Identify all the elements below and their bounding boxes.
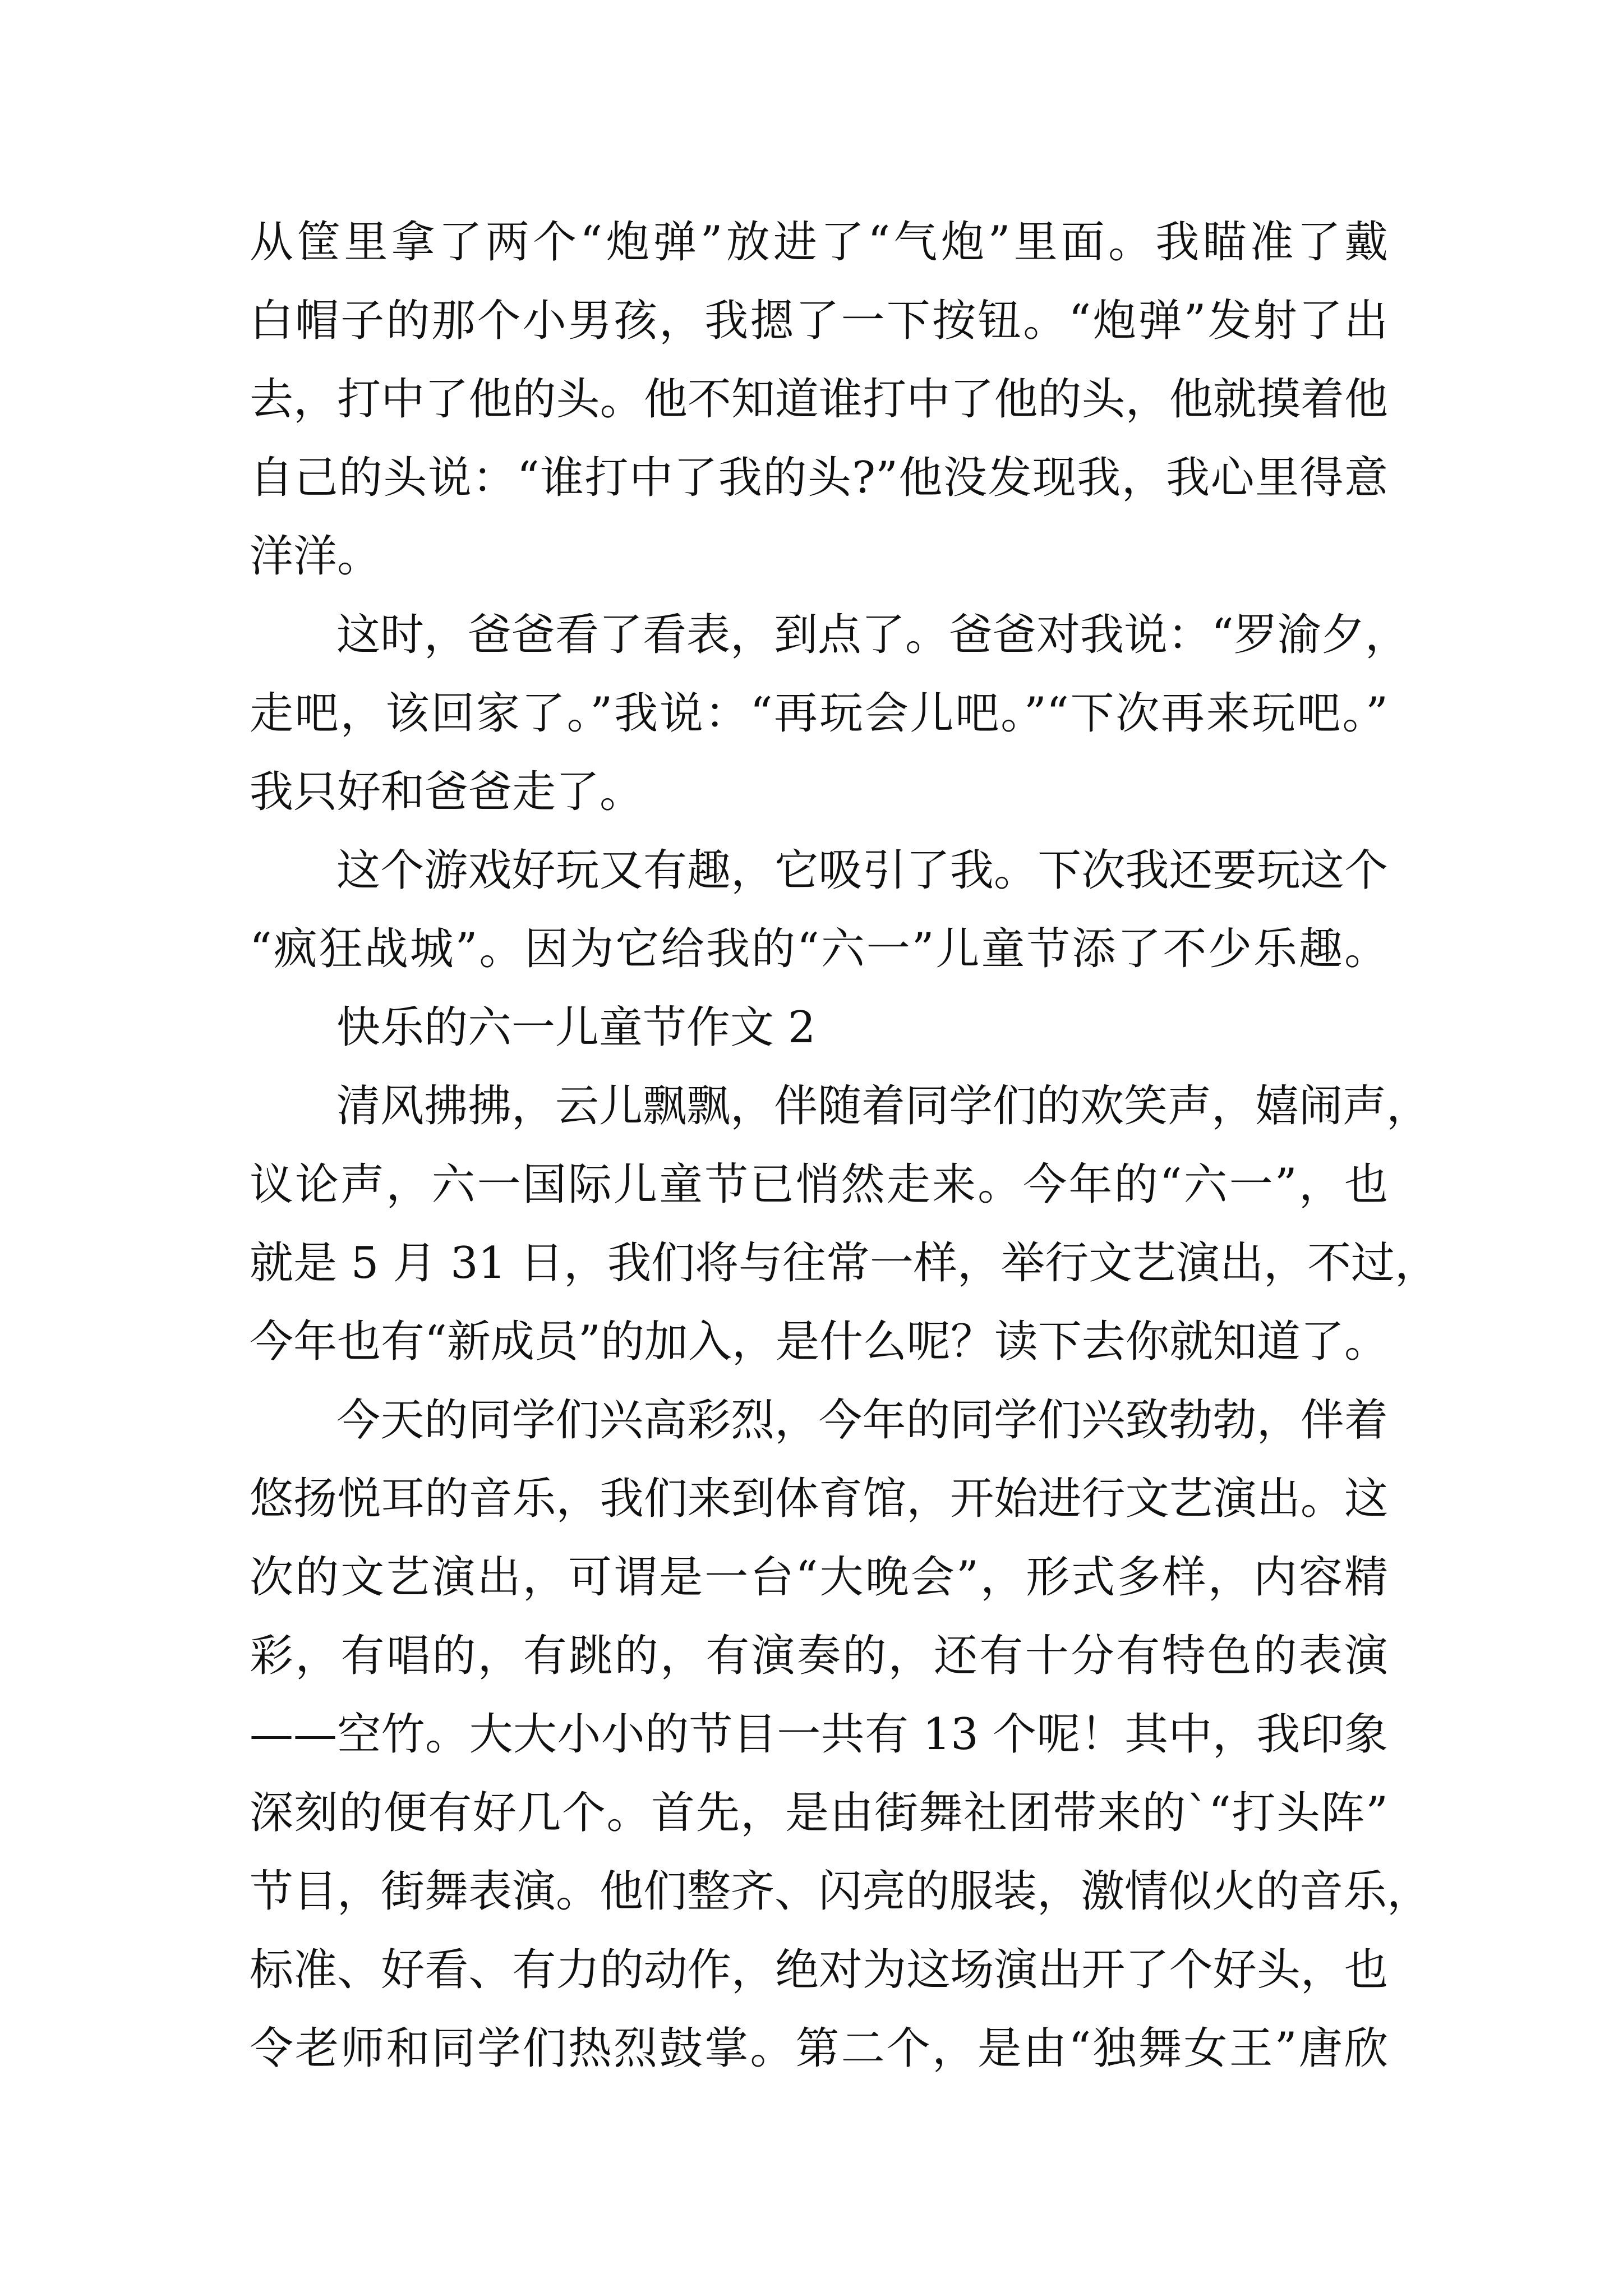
text-line: 这个游戏好玩又有趣，它吸引了我。下次我还要玩这个 bbox=[336, 845, 1388, 896]
text-line: 就是 5 月 31 日，我们将与往常一样，举行文艺演出，不过， bbox=[250, 1238, 1439, 1289]
text-line: 清风拂拂，云儿飘飘，伴随着同学们的欢笑声，嬉闹声， bbox=[336, 1081, 1431, 1131]
text-line: 彩，有唱的，有跳的，有演奏的，还有十分有特色的表演 bbox=[250, 1631, 1388, 1681]
text-line: 悠扬悦耳的音乐，我们来到体育馆，开始进行文艺演出。这 bbox=[250, 1474, 1388, 1524]
text-line: 今天的同学们兴高彩烈，今年的同学们兴致勃勃，伴着 bbox=[336, 1395, 1388, 1446]
text-line: 白帽子的那个小男孩，我摁了一下按钮。“炮弹”发射了出 bbox=[250, 296, 1388, 346]
text-line: 这时，爸爸看了看表，到点了。爸爸对我说：“罗渝夕， bbox=[336, 610, 1409, 660]
text-line: 自己的头说：“谁打中了我的头?”他没发现我，我心里得意 bbox=[250, 453, 1388, 503]
text-line: 议论声，六一国际儿童节已悄然走来。今年的“六一”，也 bbox=[250, 1159, 1388, 1210]
text-line: 深刻的便有好几个。首先，是由街舞社团带来的`“打头阵” bbox=[250, 1788, 1388, 1838]
text-line: 我只好和爸爸走了。 bbox=[250, 767, 644, 817]
section-title: 快乐的六一儿童节作文 2 bbox=[336, 1002, 816, 1053]
text-line: 去，打中了他的头。他不知道谁打中了他的头，他就摸着他 bbox=[250, 374, 1388, 425]
text-line: 从筐里拿了两个“炮弹”放进了“气炮”里面。我瞄准了戴 bbox=[250, 217, 1388, 268]
text-line: ——空竹。大大小小的节目一共有 13 个呢！其中，我印象 bbox=[250, 1709, 1388, 1760]
text-line: “疯狂战城”。因为它给我的“六一”儿童节添了不少乐趣。 bbox=[250, 924, 1388, 974]
text-line: 节目，街舞表演。他们整齐、闪亮的服装，激情似火的音乐， bbox=[250, 1866, 1431, 1917]
text-line: 标准、好看、有力的动作，绝对为这场演出开了个好头，也 bbox=[250, 1945, 1388, 1995]
text-line: 今年也有“新成员”的加入，是什么呢？读下去你就知道了。 bbox=[250, 1317, 1388, 1367]
text-line: 令老师和同学们热烈鼓掌。第二个，是由“独舞女王”唐欣 bbox=[250, 2023, 1388, 2074]
text-line: 走吧，该回家了。”我说：“再玩会儿吧。”“下次再来玩吧。” bbox=[250, 688, 1388, 739]
text-line: 次的文艺演出，可谓是一台“大晚会”，形式多样，内容精 bbox=[250, 1552, 1388, 1603]
text-line: 洋洋。 bbox=[250, 531, 381, 582]
